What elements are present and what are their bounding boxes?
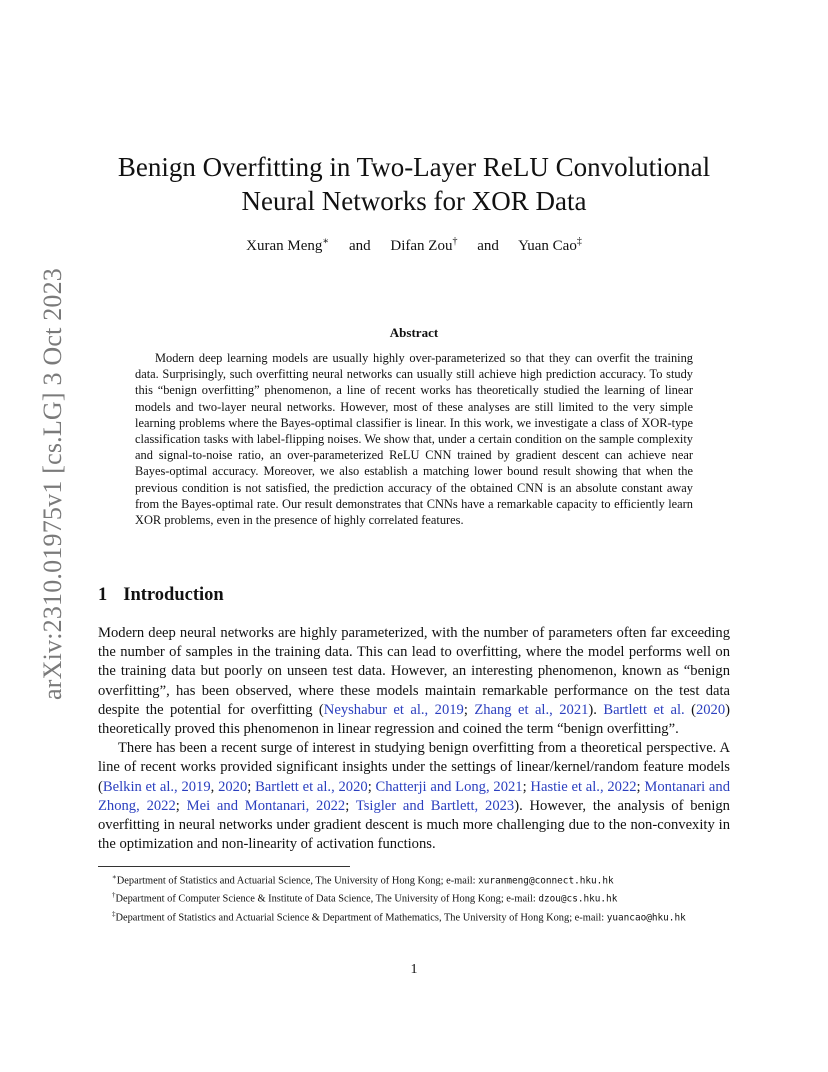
citation-link[interactable]: 2023: [485, 797, 515, 814]
body-text: (: [684, 701, 696, 718]
paper-title: [98, 150, 730, 218]
footnote-mark: †: [112, 891, 116, 900]
email-address[interactable]: xuranmeng@connect.hku.hk: [478, 875, 614, 887]
body-text: ).: [588, 701, 604, 718]
body-text: Modern deep neural networks are highly parameterized, with the number of parameters often far exceeding the number of samples in the training data. This can lead to overfitting, where the model performs well on the training data but poorly on unseen test data. However, an interesting phenomenon, known as “benign overfitting”, has been observed, where these models maintain remarkable performance on the test data despite the potential for overfitting (: [98, 625, 730, 718]
footnote: [98, 888, 730, 906]
citation-link[interactable]: Tsigler and Bartlett,: [355, 797, 479, 814]
title-line-2: Neural Networks for XOR Data: [241, 186, 587, 216]
body-text: There has been a recent surge of interest in studying benign overfitting from a theoretical perspective. A line of recent works provided significant insights under the settings of linear/kernel/random feature models (: [98, 740, 730, 795]
author-name: Difan Zou: [390, 238, 453, 254]
body-text: ;: [522, 778, 531, 795]
author-separator: and: [477, 238, 499, 254]
affiliation-mark[interactable]: †: [452, 236, 458, 247]
paragraph: [98, 739, 730, 854]
author-separator: and: [348, 238, 371, 254]
citation-link[interactable]: 2019: [181, 778, 211, 795]
affiliation-mark[interactable]: ∗: [322, 236, 330, 247]
footnote-text: Department of Computer Science & Institute of Data Science, The University of Hong Kong; e-mail:: [115, 893, 539, 905]
citation-link[interactable]: 2022: [316, 797, 346, 814]
footnote: [98, 907, 730, 925]
citation-link[interactable]: 2021: [493, 778, 523, 795]
section-number: 1: [98, 585, 108, 605]
footnote-divider: [98, 866, 350, 867]
citation-link[interactable]: Chatterji and Long,: [375, 778, 490, 795]
citation-link[interactable]: 2020: [338, 778, 368, 795]
citation-link[interactable]: Hastie et al.,: [530, 778, 604, 795]
body-text: ;: [247, 778, 256, 795]
citation-link[interactable]: Mei and Montanari,: [186, 797, 310, 814]
abstract-heading: Abstract: [389, 325, 439, 340]
citation-link[interactable]: 2020: [695, 701, 726, 718]
body-text: ;: [175, 797, 187, 814]
paragraph: [98, 624, 730, 739]
citation-link[interactable]: Bartlett et al.: [603, 701, 685, 718]
body-text: ;: [463, 701, 475, 718]
section-title: Introduction: [123, 585, 224, 605]
arxiv-identifier[interactable]: arXiv:2310.01975v1 [cs.LG] 3 Oct 2023: [38, 268, 67, 700]
citation-link[interactable]: Belkin et al.,: [102, 778, 178, 795]
citation-link[interactable]: Neyshabur et al.,: [323, 701, 429, 718]
footnote-mark: ‡: [112, 909, 116, 918]
footnote-mark: ∗: [112, 873, 117, 881]
body-text: ,: [210, 778, 219, 795]
footnote: [98, 870, 730, 888]
abstract-text: Modern deep learning models are usually highly over-parameterized so that they can overfit the training data. Surprisingly, such overfitting neural networks can usually still achieve high prediction accuracy. To study this “benign overfitting” phenomenon, a line of recent works has theoretically studied the learning of linear models and two-layer neural networks. However, most of these analyses are still limited to the very simple learning problems where the Bayes-optimal classifier is linear. In this work, we investigate a class of XOR-type classification tasks with label-flipping noises. We show that, under a certain condition on the sample complexity and signal-to-noise ratio, an over-parameterized ReLU CNN trained by gradient descent can achieve near Bayes-optimal accuracy. Moreover, we also establish a matching lower bound result showing that when the previous condition is not satisfied, the prediction accuracy of the obtained CNN is an absolute constant away from the Bayes-optimal rate. Our result demonstrates that CNNs have a remarkable capacity to efficiently learn XOR problems, even in the presence of highly correlated features.: [135, 351, 693, 528]
footnote-text: Department of Statistics and Actuarial Science & Department of Mathematics, The University of Hong Kong; e-mail:: [115, 912, 607, 924]
citation-link[interactable]: Montanari and Zhong,: [98, 778, 731, 814]
citation-link[interactable]: 2019: [434, 701, 464, 718]
author-name: Xuran Meng: [246, 238, 323, 254]
introduction-body: [98, 624, 730, 854]
citation-link[interactable]: 2020: [218, 778, 248, 795]
footnote-text: Department of Statistics and Actuarial Science, The University of Hong Kong; e-mail:: [116, 875, 479, 887]
affiliation-mark[interactable]: ‡: [576, 236, 582, 247]
body-text: ;: [636, 778, 645, 795]
page-number: 1: [410, 962, 418, 977]
author-name: Yuan Cao: [518, 238, 577, 254]
body-text: ;: [345, 797, 356, 814]
email-address[interactable]: dzou@cs.hku.hk: [538, 893, 618, 905]
body-text: ;: [367, 778, 376, 795]
citation-link[interactable]: Bartlett et al.,: [255, 778, 335, 795]
section-heading: [98, 585, 224, 606]
body-text: ) theoretically proved this phenomenon in linear regression and coined the term “benign overfitting”.: [98, 701, 730, 738]
body-text: ). However, the analysis of benign overfitting in neural networks under gradient descent is much more challenging due to the non-convexity in the optimization and non-linearity of activation functions.: [98, 797, 730, 853]
footnotes: [98, 870, 730, 925]
author-list: [98, 236, 730, 255]
citation-link[interactable]: 2022: [607, 778, 637, 795]
email-address[interactable]: yuancao@hku.hk: [606, 912, 686, 924]
citation-link[interactable]: Zhang et al.,: [474, 701, 553, 718]
citation-link[interactable]: 2022: [146, 797, 176, 814]
citation-link[interactable]: 2021: [559, 701, 589, 718]
title-line-1: Benign Overfitting in Two-Layer ReLU Convolutional: [117, 152, 711, 182]
